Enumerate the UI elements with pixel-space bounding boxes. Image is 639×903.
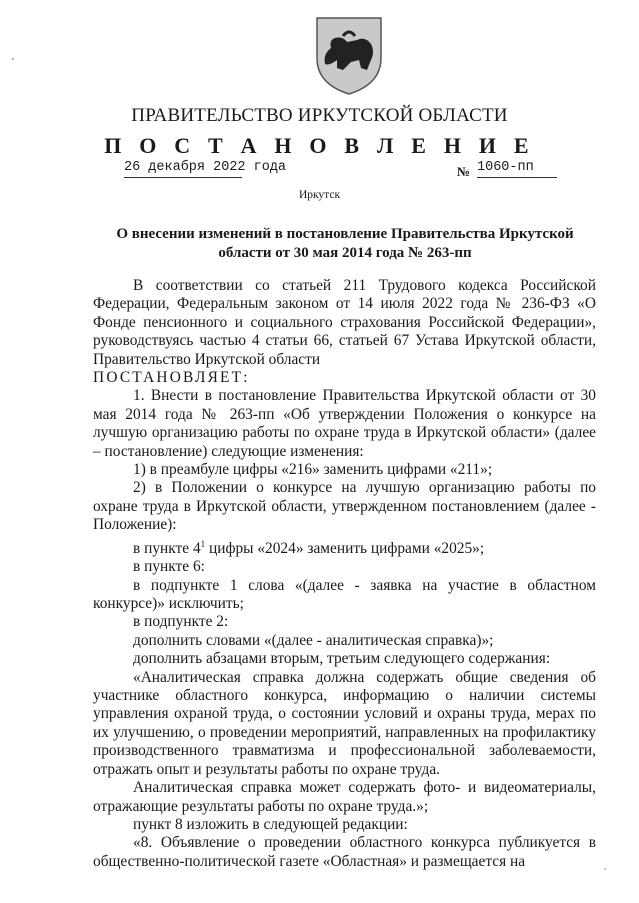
document-subject: О внесении изменений в постановление Правительства Иркутской области от 30 мая 2014 года № 263-пп [116, 226, 574, 261]
paragraph-point-4-1 [93, 535, 596, 559]
government-name: ПРАВИТЕЛЬСТВО ИРКУТСКОЙ ОБЛАСТИ [131, 105, 508, 126]
paragraph-add-paragraphs: дополнить абзацами вторым, третьим следующего содержания: [133, 650, 551, 668]
paragraph-item-1: 1. Внести в постановление Правительства Иркутской области от 30 мая 2014 года № 263-пп «Об утверждении Положения о конкурсе на лучшую организацию работы по охране труда в Иркутской области» (далее – постановление) следующие изменения: [93, 387, 596, 460]
paragraph-subpoint-1: в подпункте 1 слова «(далее - заявка на участие в областном конкурсе)» исключить; [93, 576, 596, 613]
document-body [93, 277, 596, 871]
paragraph-point-8: пункт 8 изложить в следующей редакции: [133, 815, 408, 833]
paragraph-decree: ПОСТАНОВЛЯЕТ: [93, 369, 250, 387]
scan-speck [12, 58, 14, 60]
paragraph-subpoint-2: в подпункте 2: [133, 613, 229, 631]
number-label: № [457, 164, 471, 179]
point-4-1-suffix: цифры «2024» заменить цифрами «2025»; [205, 539, 485, 557]
coat-of-arms-emblem [313, 14, 385, 96]
paragraph-point-8-text: «8. Объявление о проведении областного конкурса публикуется в общественно-политической газете «Областная» и размещается на [93, 834, 596, 870]
document-number: 1060-пп [477, 160, 557, 178]
superscript-index: 1 [200, 538, 206, 549]
document-type-title: П О С Т А Н О В Л Е Н И Е [104, 133, 535, 158]
point-4-1-prefix: в пункте 4 [133, 539, 201, 557]
city-name: Иркутск [298, 189, 341, 201]
paragraph-preamble: В соответствии со статьей 211 Трудового кодекса Российской Федерации, Федеральным законом от 14 июля 2022 года № 236-ФЗ «О Фонде пенсионного и социального страхования Российской Федерации», руководствуясь частью 4 статьи 66, статьей 67 Устава Иркутской области, Правительство Иркутской области [93, 277, 596, 368]
paragraph-add-words: дополнить словами «(далее - аналитическая справка)»; [133, 631, 494, 649]
scan-speck [604, 868, 606, 870]
paragraph-analytic-report: «Аналитическая справка должна содержать общие сведения об участнике областного конкурса, информацию о наличии системы управления охраной труда, о состоянии условий и охраны труда, мерах по их улучшению, о проведении мероприятий, направленных на профилактику производственного травматизма и профессиональной заболеваемости, отражать опыт и результаты работы по охране труда. [93, 668, 596, 778]
paragraph-point-6: в пункте 6: [133, 558, 205, 576]
paragraph-subitem-2: 2) в Положении о конкурсе на лучшую организацию работы по охране труда в Иркутской области, утвержденном постановлением (далее - Положение): [93, 479, 596, 534]
paragraph-subitem-1: 1) в преамбуле цифры «216» заменить цифрами «211»; [133, 461, 493, 479]
paragraph-analytic-media: Аналитическая справка может содержать фото- и видеоматериалы, отражающие результаты работы по охране труда.»; [93, 779, 596, 815]
document-date: 26 декабря 2022 года [124, 160, 242, 178]
